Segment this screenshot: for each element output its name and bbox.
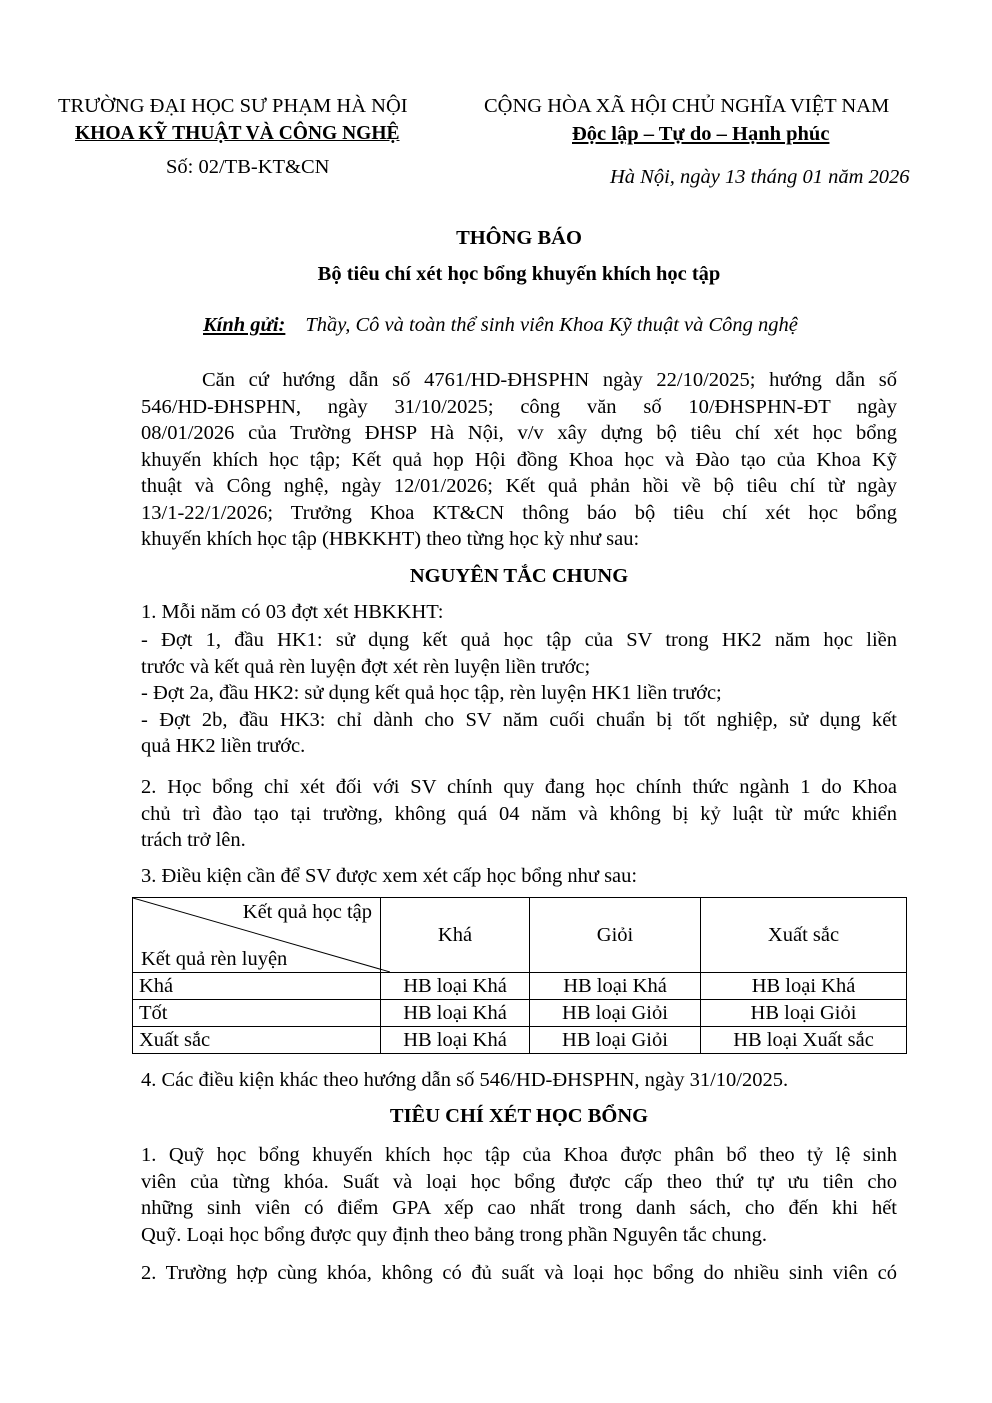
table-cell: HB loại Khá (381, 973, 530, 1000)
table-cell: HB loại Giỏi (701, 1000, 907, 1027)
intro-line: 546/HD-ĐHSPHN, ngày 31/10/2025; công văn số 10/ĐHSPHN-ĐT ngày (141, 395, 897, 418)
document-date: Hà Nội, ngày 13 tháng 01 năm 2026 (610, 166, 910, 188)
column-header: Xuất sắc (701, 898, 907, 973)
recipient-line (203, 314, 798, 337)
row-header: Xuất sắc (133, 1027, 381, 1054)
table-cell: HB loại Khá (381, 1027, 530, 1054)
intro-line: Căn cứ hướng dẫn số 4761/HD-ĐHSPHN ngày 22/10/2025; hướng dẫn số (202, 369, 897, 391)
general-item-3: 3. Điều kiện cần để SV được xem xét cấp học bổng như sau: (141, 865, 638, 887)
section-heading-criteria: TIÊU CHÍ XÉT HỌC BỔNG (389, 1105, 649, 1127)
para-line: 1. Quỹ học bổng khuyến khích học tập của Khoa được phân bổ theo tỷ lệ sinh (141, 1144, 897, 1166)
national-motto: Độc lập – Tự do – Hạnh phúc (572, 123, 830, 145)
intro-line: thuật và Công nghệ, ngày 12/01/2026; Kết quả phản hồi về bộ tiêu chí từ ngày (141, 475, 897, 497)
list-line: - Đợt 1, đầu HK1: sử dụng kết quả học tập của SV trong HK2 năm học liền (141, 629, 897, 651)
criteria-item-2 (141, 1260, 897, 1287)
para-line: trách trở lên. (141, 829, 246, 851)
criteria-item-1 (141, 1142, 897, 1248)
table-cell: HB loại Khá (701, 973, 907, 1000)
para-line: 2. Học bổng chỉ xét đối với SV chính quy đang học chính thức ngành 1 do Khoa (141, 776, 897, 798)
recipient-text: Thầy, Cô và toàn thể sinh viên Khoa Kỹ thuật và Công nghệ (305, 314, 798, 336)
doc-title: THÔNG BÁO (456, 227, 582, 249)
row-header: Khá (133, 973, 381, 1000)
para-line: chủ trì đào tạo tại trường, không quá 04 năm và không bị kỷ luật từ mức khiển (141, 802, 897, 825)
section-heading-general: NGUYÊN TẮC CHUNG (409, 565, 629, 587)
table-row (133, 1000, 907, 1027)
doc-subtitle: Bộ tiêu chí xét học bổng khuyến khích học tập (317, 263, 721, 285)
para-line: Quỹ. Loại học bổng được quy định theo bảng trong phần Nguyên tắc chung. (141, 1223, 768, 1246)
table-cell: HB loại Khá (530, 973, 701, 1000)
para-line: những sinh viên có điểm GPA xếp cao nhất trong danh sách, cho đến khi hết (141, 1197, 897, 1219)
intro-line: khuyến khích học tập; Kết quả họp Hội đồng Khoa học và Đào tạo của Khoa Kỹ (141, 448, 897, 471)
table-row (133, 973, 907, 1000)
row-header: Tốt (133, 1000, 381, 1027)
corner-header-conduct: Kết quả rèn luyện (141, 948, 288, 970)
general-item-2 (141, 774, 897, 854)
table-cell: HB loại Giỏi (530, 1027, 701, 1054)
intro-line: khuyến khích học tập (HBKKHT) theo từng học kỳ như sau: (141, 528, 640, 550)
scholarship-criteria-table (132, 897, 907, 1054)
faculty-name: KHOA KỸ THUẬT VÀ CÔNG NGHỆ (75, 123, 400, 144)
intro-paragraph (141, 367, 897, 553)
university-name: TRƯỜNG ĐẠI HỌC SƯ PHẠM HÀ NỘI (58, 95, 408, 117)
general-item-1-title: 1. Mỗi năm có 03 đợt xét HBKKHT: (141, 601, 444, 623)
national-title: CỘNG HÒA XÃ HỘI CHỦ NGHĨA VIỆT NAM (484, 95, 890, 117)
recipient-label: Kính gửi: (203, 314, 286, 336)
list-line: - Đợt 2a, đầu HK2: sử dụng kết quả học tập, rèn luyện HK1 liền trước; (141, 682, 722, 704)
general-item-1-list (141, 627, 897, 760)
para-line: viên của từng khóa. Suất và loại học bổng được cấp theo thứ tự ưu tiên cho (141, 1170, 897, 1193)
general-item-4: 4. Các điều kiện khác theo hướng dẫn số 546/HD-ĐHSPHN, ngày 31/10/2025. (141, 1069, 789, 1091)
table-cell: HB loại Giỏi (530, 1000, 701, 1027)
table-row (133, 1027, 907, 1054)
para-line: 2. Trường hợp cùng khóa, không có đủ suất và loại học bổng do nhiều sinh viên có (141, 1262, 897, 1284)
list-line: trước và kết quả rèn luyện đợt xét rèn luyện liền trước; (141, 655, 591, 678)
intro-line: 08/01/2026 của Trường ĐHSP Hà Nội, v/v xây dựng bộ tiêu chí xét học bổng (141, 422, 897, 444)
table-corner-cell (133, 898, 381, 973)
column-header: Giỏi (530, 898, 701, 973)
list-line: - Đợt 2b, đầu HK3: chỉ dành cho SV năm cuối chuẩn bị tốt nghiệp, sử dụng kết (141, 708, 897, 731)
corner-header-academic: Kết quả học tập (242, 901, 372, 923)
table-cell: HB loại Xuất sắc (701, 1027, 907, 1054)
table-cell: HB loại Khá (381, 1000, 530, 1027)
doc-number: Số: 02/TB-KT&CN (166, 156, 330, 178)
intro-line: 13/1-22/1/2026; Trưởng Khoa KT&CN thông báo bộ tiêu chí xét học bổng (141, 501, 897, 524)
list-line: quả HK2 liền trước. (141, 735, 306, 757)
column-header: Khá (381, 898, 530, 973)
